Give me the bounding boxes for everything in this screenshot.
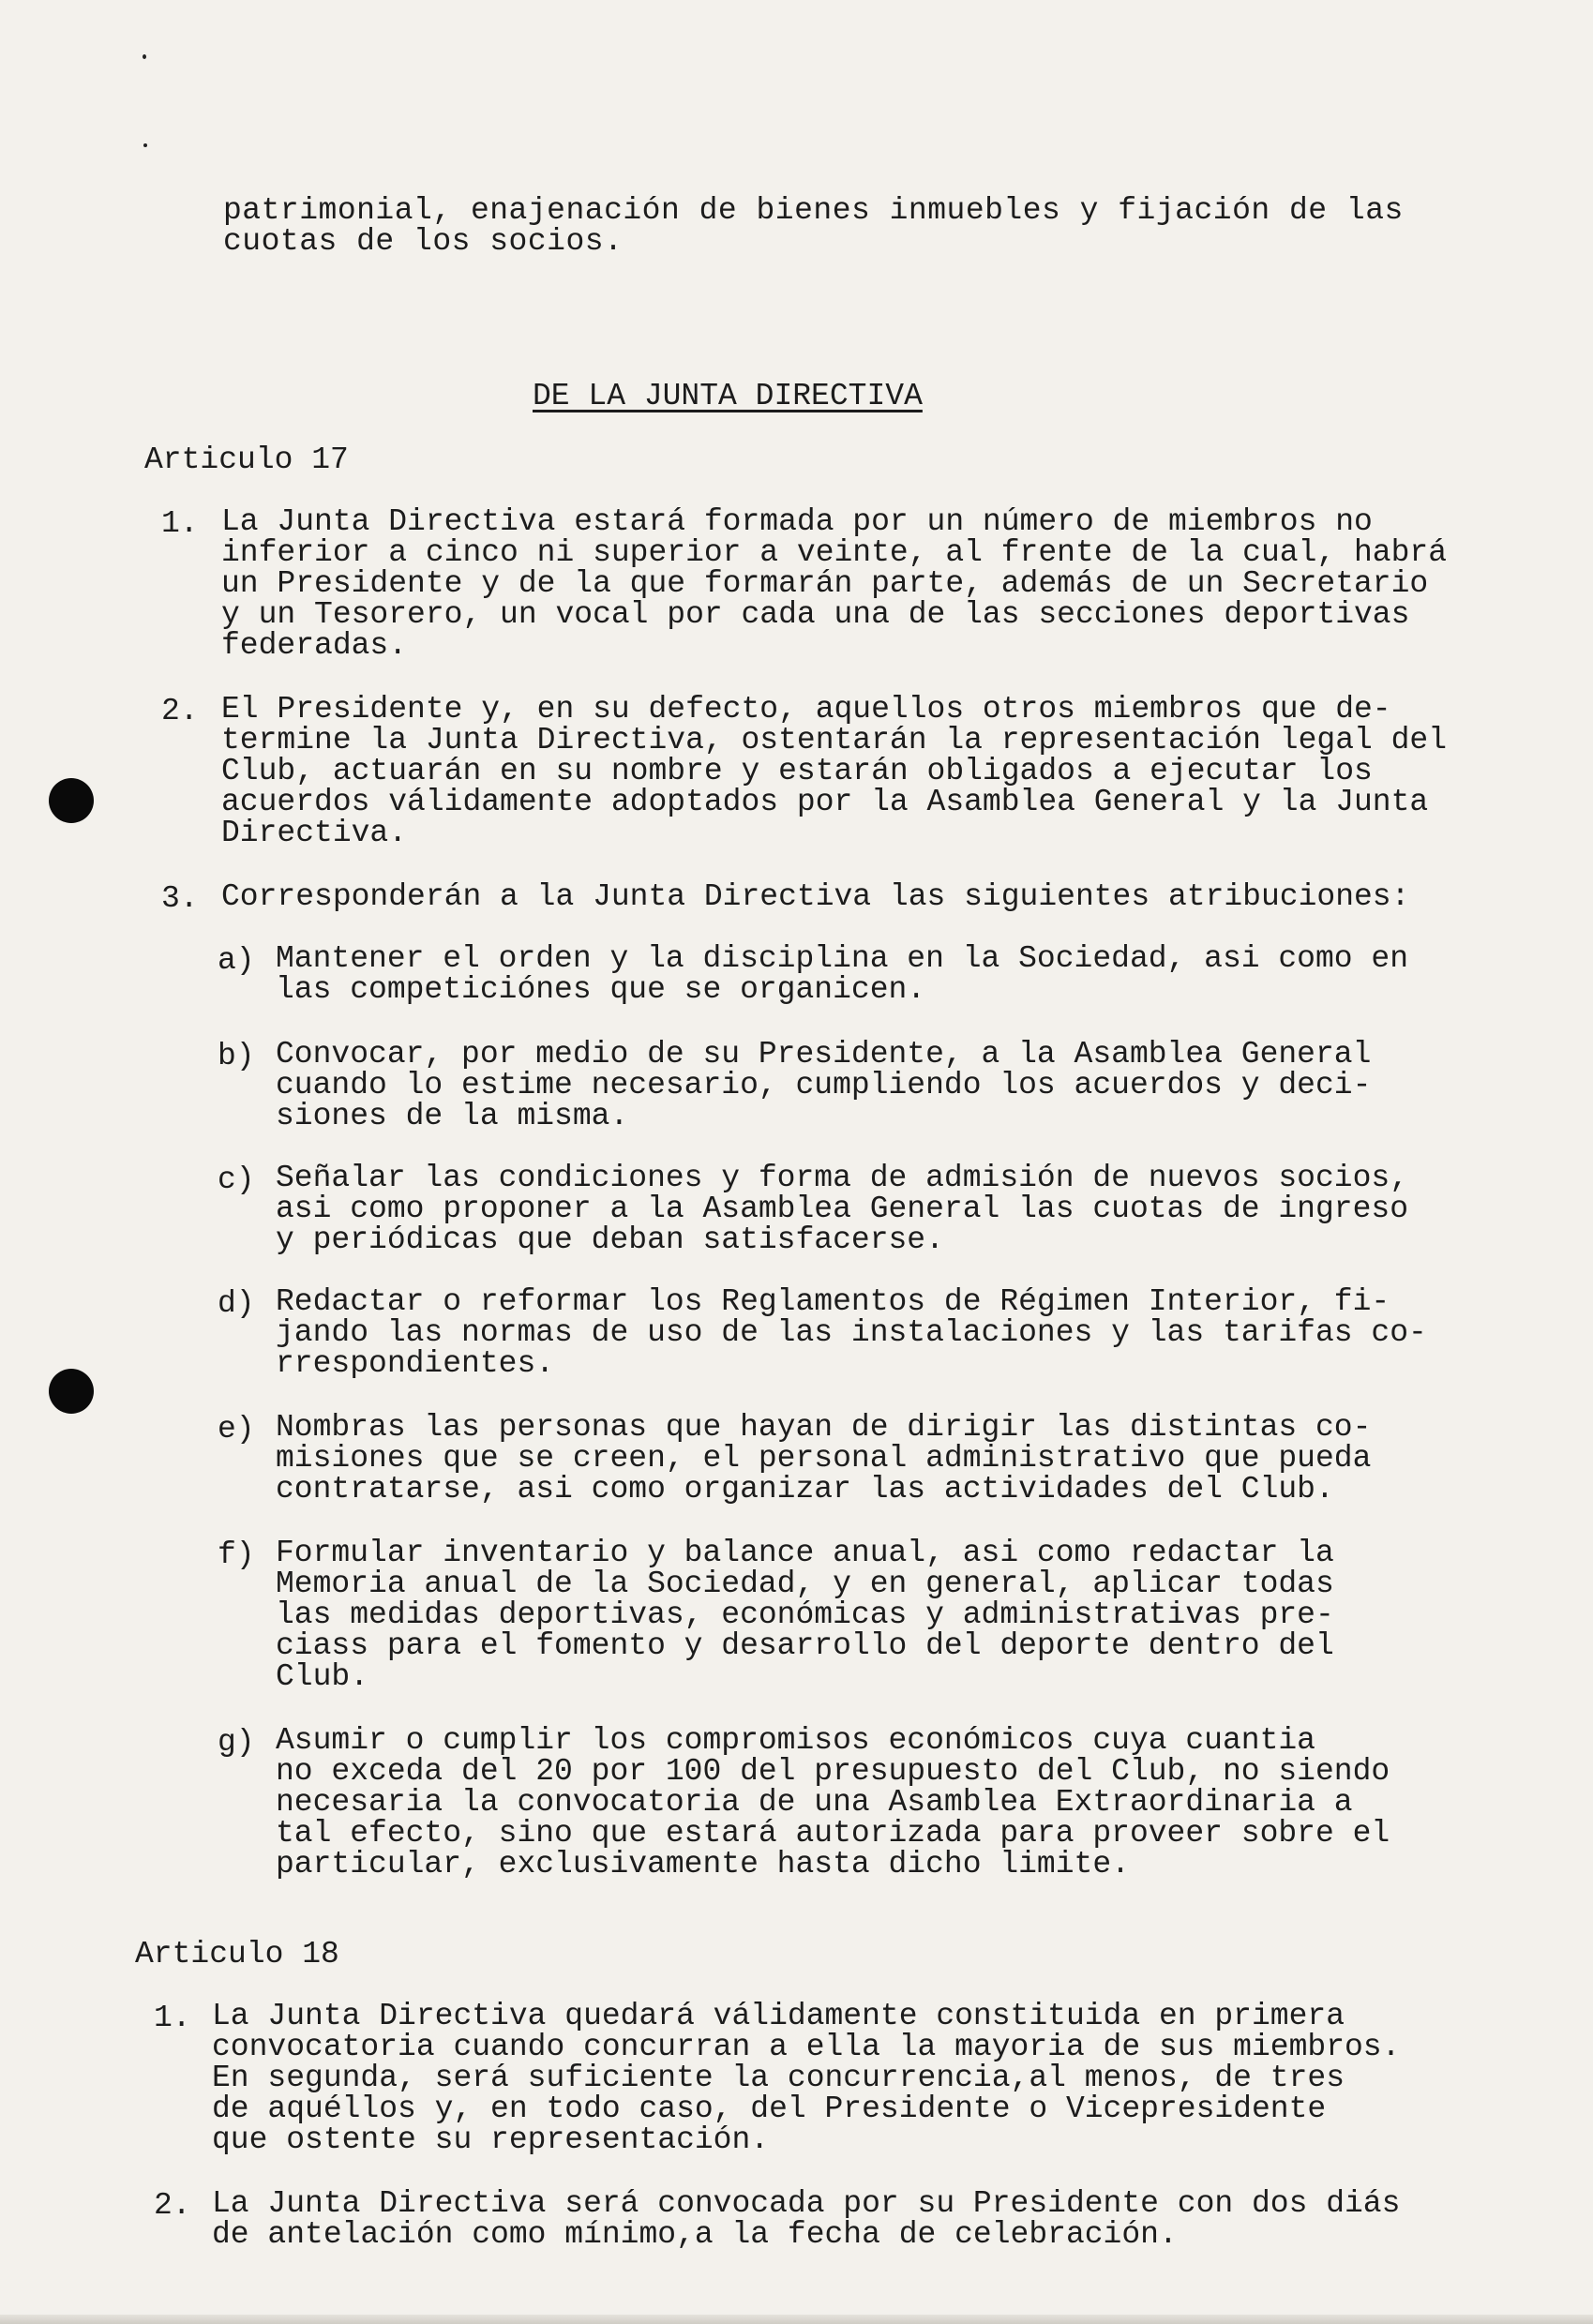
item-d-text: Redactar o reformar los Reglamentos de Régimen Interior, fi- jando las normas de uso de las instalaciones y las tarifas co- rrespondientes. — [276, 1284, 1427, 1381]
art18-p2-number: 2. — [154, 2188, 191, 2223]
binder-hole-top — [49, 778, 94, 823]
item-letter: d) — [218, 1286, 255, 1321]
page-bottom-edge — [0, 2315, 1593, 2324]
art18-p1-number: 1. — [154, 2001, 191, 2035]
speck — [143, 54, 146, 59]
binder-hole-bottom — [49, 1369, 94, 1414]
section-title: DE LA JUNTA DIRECTIVA — [533, 379, 923, 413]
item-letter: g) — [218, 1725, 255, 1760]
art17-paragraph-1: La Junta Directiva estará formada por un número de miembros no inferior a cinco ni superior a veinte, al frente de la cual, habrá un Presidente y de la que formarán parte, además de un Secretario y un Tesorero, un vocal por cada una de las secciones deportivas federadas. — [221, 504, 1448, 663]
item-b-text: Convocar, por medio de su Presidente, a la Asamblea General cuando lo estime necesario, cumpliendo los acuerdos y deci- siones de la misma. — [276, 1037, 1372, 1133]
item-c-text: Señalar las condiciones y forma de admisión de nuevos socios, asi como proponer a la Asamblea General las cuotas de ingreso y periódicas que deban satisfacerse. — [276, 1161, 1408, 1257]
intro-text: patrimonial, enajenación de bienes inmuebles y fijación de las cuotas de los socios. — [223, 193, 1404, 259]
item-a-text: Mantener el orden y la disciplina en la Sociedad, asi como en las competiciónes que se organicen. — [276, 941, 1408, 1007]
item-letter: a) — [218, 943, 255, 978]
art17-paragraph-3: Corresponderán a la Junta Directiva las siguientes atribuciones: — [221, 879, 1410, 914]
art17-p3-number: 3. — [161, 881, 199, 916]
item-letter: f) — [218, 1537, 255, 1572]
art18-paragraph-1: La Junta Directiva quedará válidamente constituida en primera convocatoria cuando concurran a ella la mayoria de sus miembros. En segunda, será suficiente la concurrencia,al menos, de tres de aquéllos y, en todo caso, del Presidente o Vicepresidente que ostente su representación. — [212, 1999, 1401, 2157]
item-letter: e) — [218, 1412, 255, 1447]
item-g-text: Asumir o cumplir los compromisos económicos cuya cuantia no exceda del 20 por 100 del presupuesto del Club, no siendo necesaria la convocatoria de una Asamblea Extraordinaria a tal efecto, sino que estará autorizada para proveer sobre el particular, exclusivamente hasta dicho limite. — [276, 1723, 1390, 1882]
item-letter: b) — [218, 1039, 255, 1073]
article-17-title: Articulo 17 — [144, 442, 349, 477]
art17-paragraph-2: El Presidente y, en su defecto, aquellos otros miembros que de- termine la Junta Directiva, ostentarán la representación legal del Club, actuarán en su nombre y estarán obligados a ejecutar los acuerdos válidamente adoptados por la Asamblea General y la Junta Directiva. — [221, 692, 1448, 850]
item-f-text: Formular inventario y balance anual, asi como redactar la Memoria anual de la Sociedad, y en general, aplicar todas las medidas deportivas, económicas y administrativas pre- ciass para el fomento y desarrollo del deporte dentro del Club. — [276, 1536, 1334, 1694]
art18-paragraph-2: La Junta Directiva será convocada por su Presidente con dos diás de antelación como mínimo,a la fecha de celebración. — [212, 2186, 1401, 2252]
art17-p2-number: 2. — [161, 694, 199, 728]
art17-p1-number: 1. — [161, 506, 199, 541]
article-18-title: Articulo 18 — [135, 1937, 339, 1972]
speck — [143, 143, 147, 147]
item-e-text: Nombras las personas que hayan de dirigir las distintas co- misiones que se creen, el personal administrativo que pueda contratarse, asi como organizar las actividades del Club. — [276, 1410, 1372, 1507]
item-letter: c) — [218, 1162, 255, 1197]
